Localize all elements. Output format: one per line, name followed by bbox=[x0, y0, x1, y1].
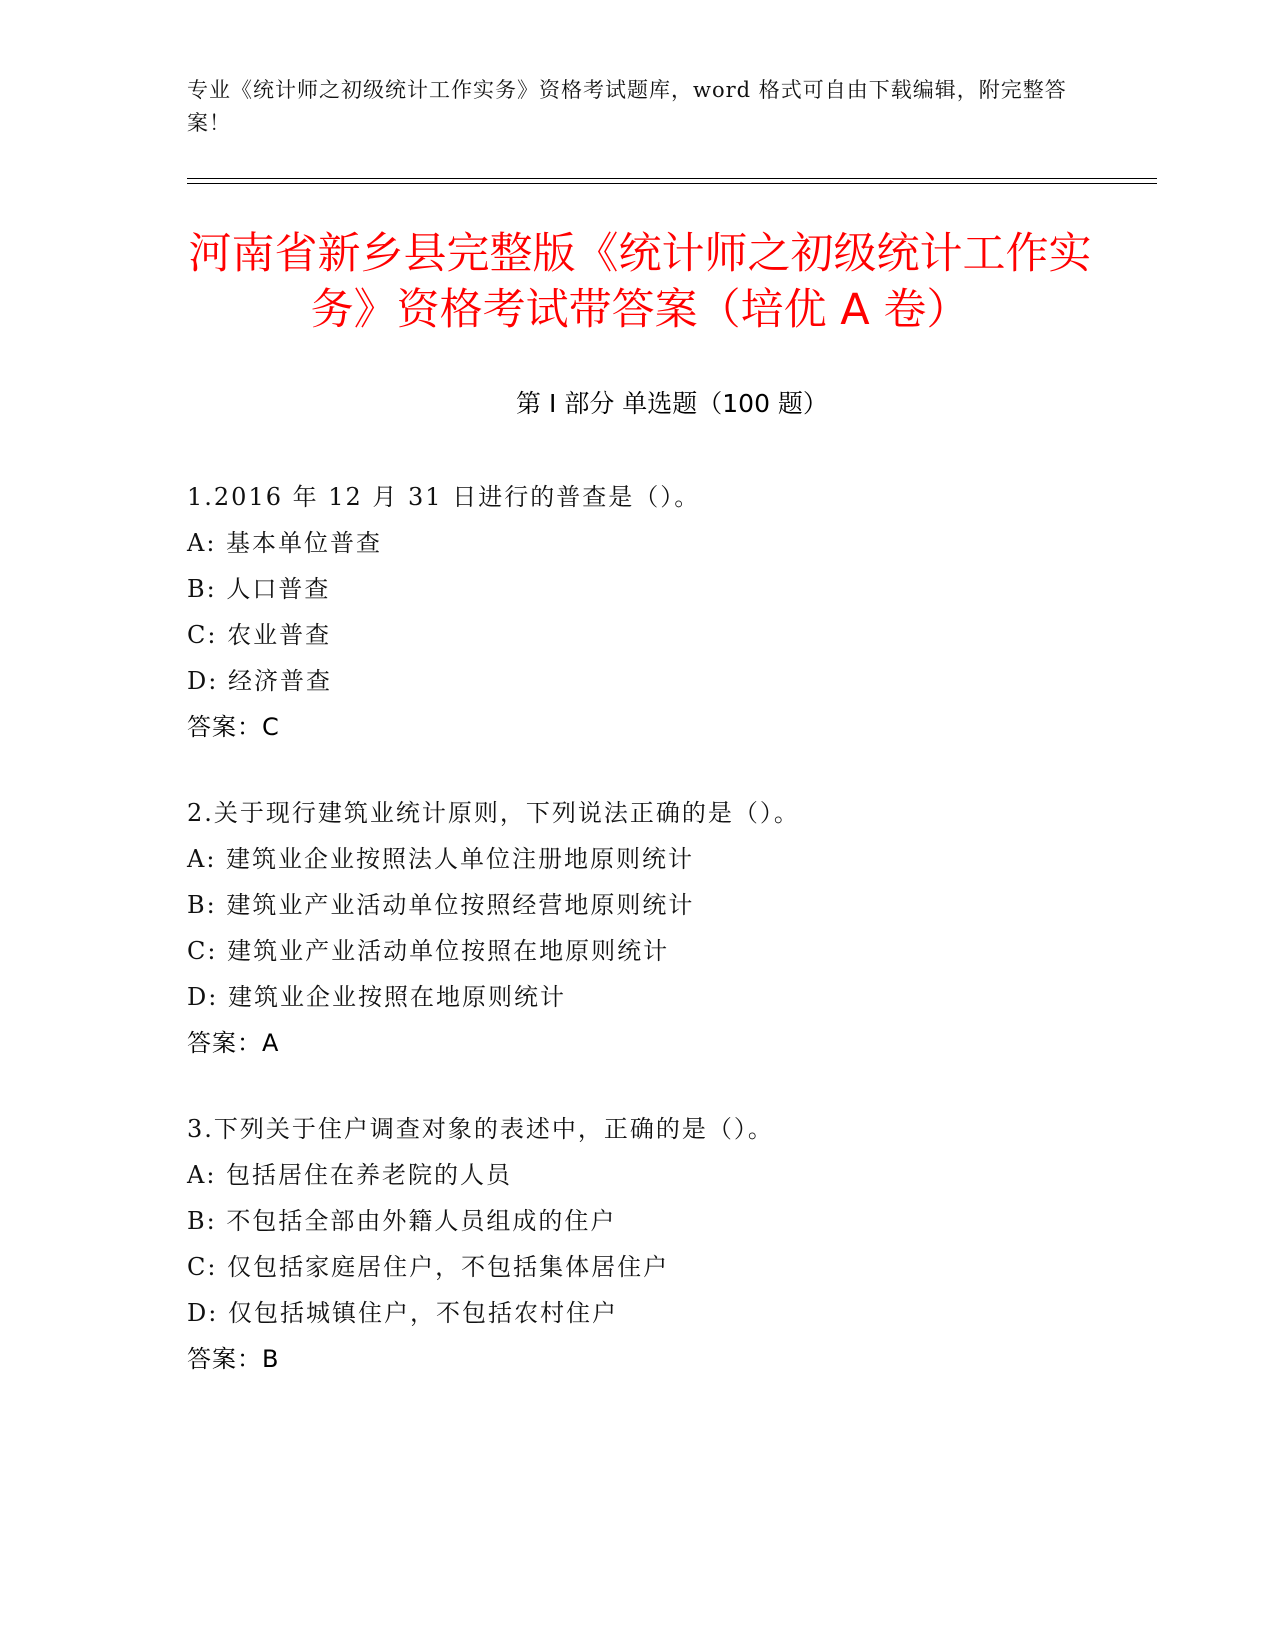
question-1 bbox=[187, 474, 1157, 750]
option-d: D: 仅包括城镇住户，不包括农村住户 bbox=[187, 1299, 618, 1327]
option-c: C: 仅包括家庭居住户，不包括集体居住户 bbox=[187, 1253, 670, 1281]
answer-line bbox=[187, 704, 1157, 750]
option-a: A: 基本单位普查 bbox=[187, 529, 383, 557]
question-stem: 3.下列关于住户调查对象的表述中，正确的是（）。 bbox=[187, 1115, 774, 1143]
header-divider-top bbox=[187, 178, 1157, 179]
option-b: B: 建筑业产业活动单位按照经营地原则统计 bbox=[187, 891, 695, 919]
option-a: A: 包括居住在养老院的人员 bbox=[187, 1161, 513, 1189]
option-b: B: 不包括全部由外籍人员组成的住户 bbox=[187, 1207, 617, 1235]
answer-value: A bbox=[262, 1029, 279, 1057]
option-d: D: 经济普查 bbox=[187, 667, 332, 695]
option-a: A: 建筑业企业按照法人单位注册地原则统计 bbox=[187, 845, 695, 873]
answer-label: 答案： bbox=[187, 713, 262, 741]
answer-label: 答案： bbox=[187, 1345, 262, 1373]
option-b: B: 人口普查 bbox=[187, 575, 331, 603]
question-3 bbox=[187, 1106, 1157, 1382]
question-stem: 1.2016 年 12 月 31 日进行的普查是（）。 bbox=[187, 483, 701, 511]
option-c: C: 建筑业产业活动单位按照在地原则统计 bbox=[187, 937, 670, 965]
answer-label: 答案： bbox=[187, 1029, 262, 1057]
answer-line bbox=[187, 1020, 1157, 1066]
section-title: 第 I 部分 单选题（100 题） bbox=[516, 389, 828, 418]
question-2 bbox=[187, 790, 1157, 1066]
option-d: D: 建筑业企业按照在地原则统计 bbox=[187, 983, 566, 1011]
answer-line bbox=[187, 1336, 1157, 1382]
header-note: 专业《统计师之初级统计工作实务》资格考试题库，word 格式可自由下载编辑，附完整答案！ bbox=[187, 78, 1067, 135]
answer-value: B bbox=[262, 1345, 279, 1373]
answer-value: C bbox=[262, 713, 279, 741]
header-divider-bottom bbox=[187, 183, 1157, 184]
question-stem: 2.关于现行建筑业统计原则，下列说法正确的是（）。 bbox=[187, 799, 800, 827]
document-title: 河南省新乡县完整版《统计师之初级统计工作实务》资格考试带答案（培优 A 卷） bbox=[188, 229, 1092, 335]
option-c: C: 农业普查 bbox=[187, 621, 332, 649]
